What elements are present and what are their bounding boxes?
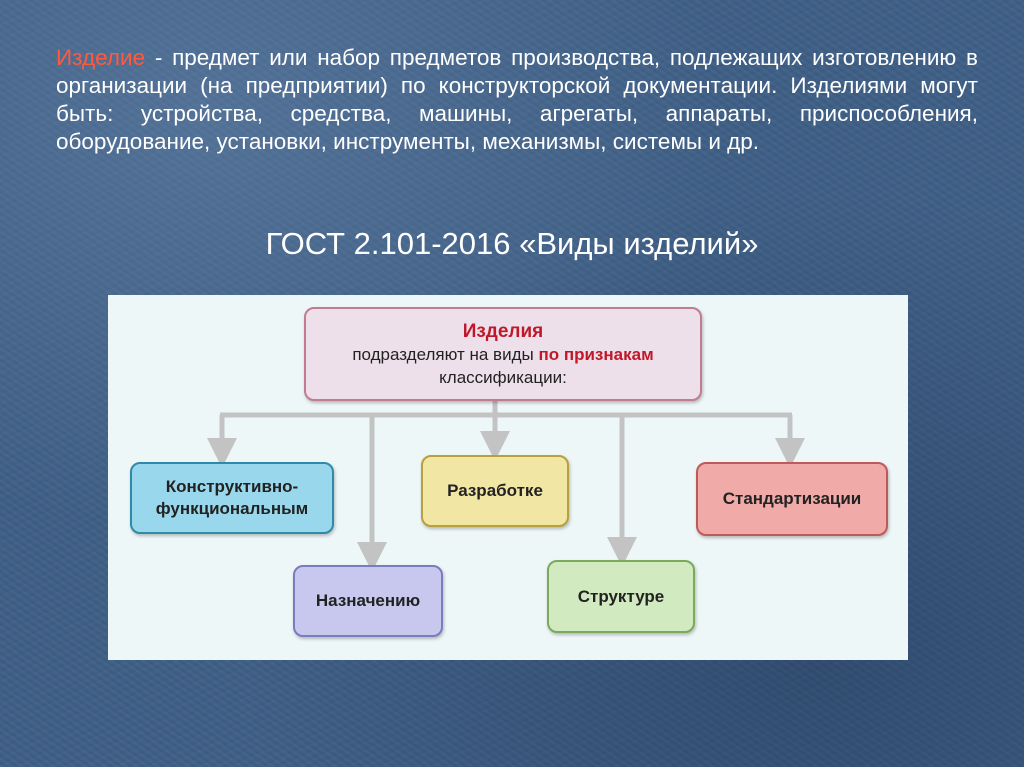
root-node-line2 <box>352 343 653 366</box>
root-node-line2-prefix: подразделяют на виды <box>352 344 539 364</box>
node-development-label: Разработке <box>447 481 543 500</box>
node-development <box>421 455 569 527</box>
classification-diagram <box>108 295 908 660</box>
node-standardization <box>696 462 888 536</box>
node-purpose-label: Назначению <box>315 591 421 610</box>
root-node-title: Изделия <box>462 320 544 342</box>
node-purpose <box>293 565 443 637</box>
node-standardization-label: Стандартизации <box>722 489 862 508</box>
definition-text: - предмет или набор предметов производства, подлежащих изготовлению в организации (на предприятии) по конструкторской документации. Изделиями могут быть: устройства, средства, машины, агрегаты, аппараты, приспособления, оборудование, установки, инструменты, механизмы, системы и др. <box>56 45 978 154</box>
gost-title: ГОСТ 2.101-2016 «Виды изделий» <box>265 226 759 261</box>
root-node-line3: классификации: <box>439 367 567 387</box>
node-structure-label: Структуре <box>577 586 665 606</box>
node-constructive-functional <box>130 462 334 534</box>
definition-paragraph <box>56 44 978 156</box>
root-node-line2-accent: по признакам <box>538 344 654 364</box>
node-constructive-functional-label: Конструктивно-функциональным <box>155 477 309 518</box>
root-node-products <box>304 307 702 401</box>
definition-term: Изделие <box>56 45 146 70</box>
node-structure <box>547 560 695 633</box>
